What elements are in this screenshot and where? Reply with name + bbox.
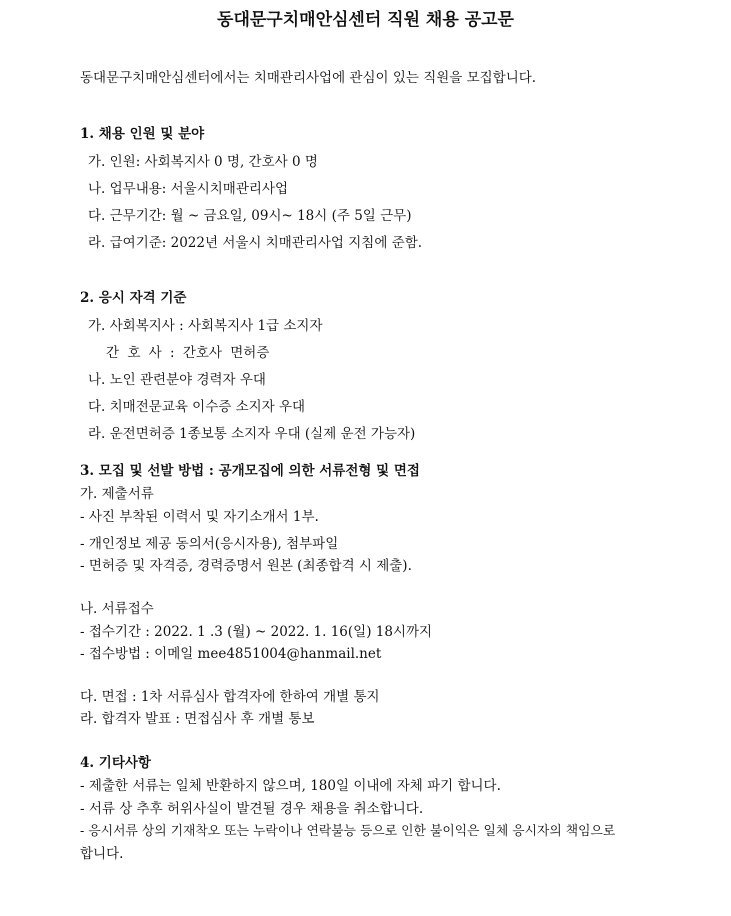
- section3-interview: 다. 면접 : 1차 서류심사 합격자에 한하여 개별 통지: [80, 689, 380, 705]
- section2-item-driver-license: 라. 운전면허증 1종보통 소지자 우대 (실제 운전 가능자): [88, 426, 416, 442]
- section3-receipt-method: - 접수방법 : 이메일 mee4851004@hanmail.net: [80, 646, 382, 662]
- section2-item-nurse: 간 호 사 : 간호사 면허증: [106, 345, 270, 361]
- section4-item-cancel: - 서류 상 추후 허위사실이 발견될 경우 채용을 취소합니다.: [80, 801, 424, 817]
- section3-doc-consent: - 개인정보 제공 동의서(응시자용), 첨부파일: [80, 536, 339, 552]
- section3-docs-label: 가. 제출서류: [80, 486, 154, 502]
- section3-heading: 3. 모집 및 선발 방법 : 공개모집에 의한 서류전형 및 면접: [80, 463, 420, 479]
- section2-item-dementia-training: 다. 치매전문교육 이수증 소지자 우대: [88, 399, 306, 415]
- section1-heading: 1. 채용 인원 및 분야: [80, 126, 205, 142]
- section2-item-social-worker: 가. 사회복지사 : 사회복지사 1급 소지자: [88, 318, 323, 334]
- section3-announcement: 라. 합격자 발표 : 면접심사 후 개별 통보: [80, 711, 315, 727]
- section1-item-salary: 라. 급여기준: 2022년 서울시 치매관리사업 지침에 준함.: [88, 235, 423, 251]
- section4-item-responsibility-cont: 합니다.: [80, 846, 124, 862]
- section4-item-responsibility: - 응시서류 상의 기재착오 또는 누락이나 연락불능 등으로 인한 불이익은 일체 응시자의 책임으로: [80, 824, 616, 839]
- section2-heading: 2. 응시 자격 기준: [80, 290, 187, 306]
- section3-receipt-period: - 접수기간 : 2022. 1 .3 (월) ~ 2022. 1. 16(일) 18시까지: [80, 624, 433, 640]
- section3-doc-resume: - 사진 부착된 이력서 및 자기소개서 1부.: [80, 509, 319, 525]
- section2-item-elderly-experience: 나. 노인 관련분야 경력자 우대: [88, 372, 266, 388]
- section4-heading: 4. 기타사항: [80, 755, 151, 771]
- section3-doc-license: - 면허증 및 자격증, 경력증명서 원본 (최종합격 시 제출).: [80, 558, 412, 574]
- section1-item-hours: 다. 근무기간: 월 ~ 금요일, 09시~ 18시 (주 5일 근무): [88, 208, 412, 224]
- section1-item-duties: 나. 업무내용: 서울시치매관리사업: [88, 181, 288, 197]
- section4-item-no-return: - 제출한 서류는 일체 반환하지 않으며, 180일 이내에 자체 파기 합니다.: [80, 778, 501, 794]
- document-title: 동대문구치매안심센터 직원 채용 공고문: [217, 10, 514, 30]
- section1-item-personnel: 가. 인원: 사회복지사 0 명, 간호사 0 명: [88, 154, 318, 170]
- section3-receipt-label: 나. 서류접수: [80, 601, 154, 617]
- intro-text: 동대문구치매안심센터에서는 치매관리사업에 관심이 있는 직원을 모집합니다.: [80, 70, 537, 86]
